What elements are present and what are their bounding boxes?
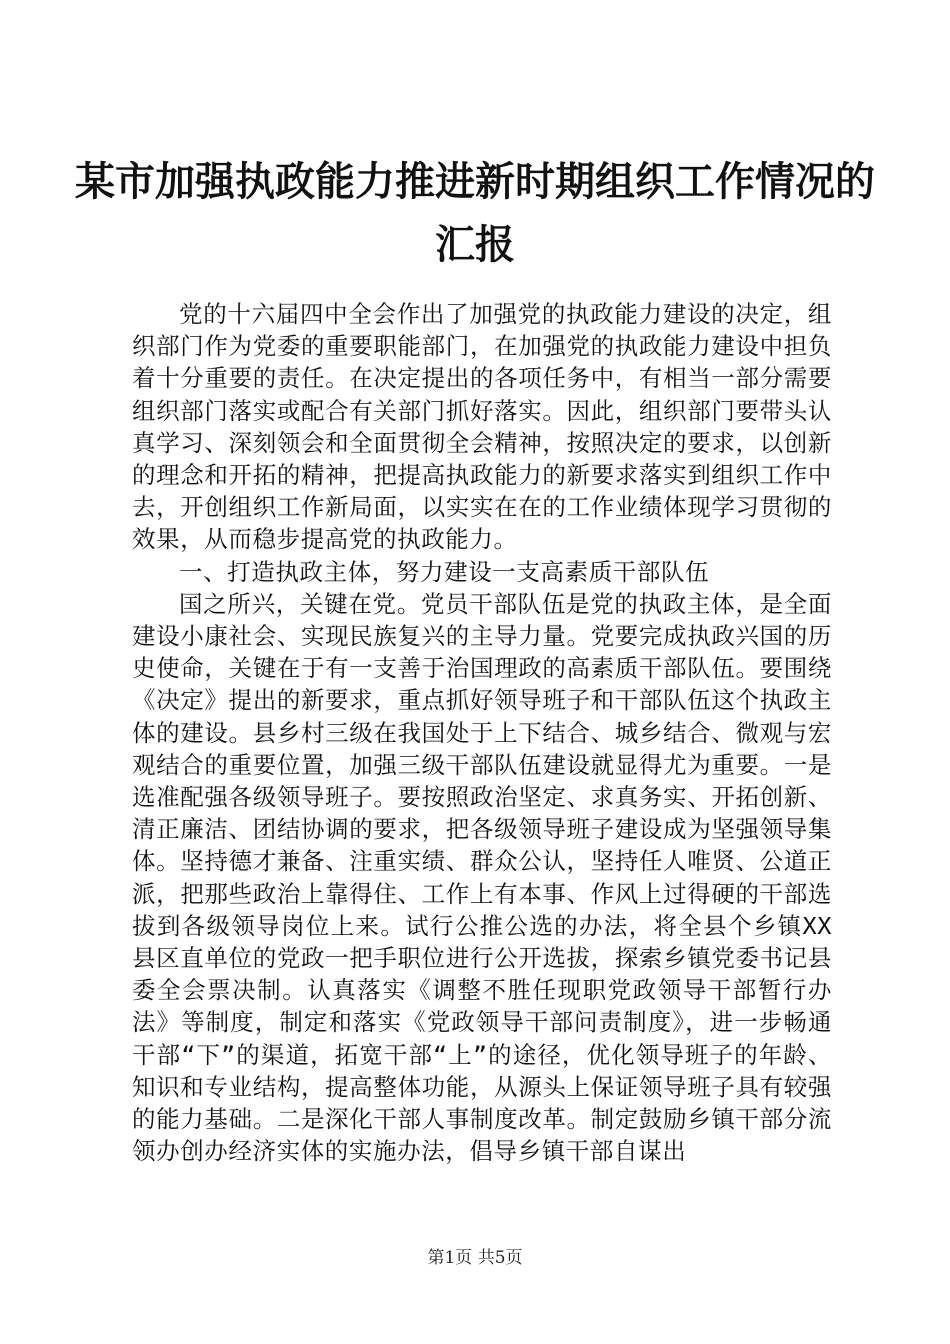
paragraph-intro: 党的十六届四中全会作出了加强党的执政能力建设的决定，组织部门作为党委的重要职能部门，在加强党的执政能力建设中担负着十分重要的责任。在决定提出的各项任务中，有相当一部分需要组织部门落实或配合有关部门抓好落实。因此，组织部门要带头认真学习、深刻领会和全面贯彻全会精神，按照决定的要求，以创新的理念和开拓的精神，把提高执政能力的新要求落实到组织工作中去，开创组织工作新局面，以实实在在的工作业绩体现学习贯彻的效果，从而稳步提高党的执政能力。 (132, 300, 832, 554)
page-number: 第1页 共5页 (427, 1248, 523, 1268)
document-title-line-2: 汇报 (435, 221, 515, 268)
document-title-line-1: 某市加强执政能力推进新时期组织工作情况的 (75, 158, 875, 205)
paragraph-section-1: 国之所兴，关键在党。党员干部队伍是党的执政主体，是全面建设小康社会、实现民族复兴的主导力量。党要完成执政兴国的历史使命，关键在于有一支善于治国理政的高素质干部队伍。要围绕《决定》提出的新要求，重点抓好领导班子和干部队伍这个执政主体的建设。县乡村三级在我国处于上下结合、城乡结合、微观与宏观结合的重要位置，加强三级干部队伍建设就显得尤为重要。一是选准配强各级领导班子。要按照政治坚定、求真务实、开拓创新、清正廉洁、团结协调的要求，把各级领导班子建设成为坚强领导集体。坚持德才兼备、注重实绩、群众公认，坚持任人唯贤、公道正派，把那些政治上靠得住、工作上有本事、作风上过得硬的干部选拔到各级领导岗位上来。试行公推公选的办法，将全县个乡镇XX县区直单位的党政一把手职位进行公开选拔，探索乡镇党委书记县委全会票决制。认真落实《调整不胜任现职党政领导干部暂行办法》等制度，制定和落实《党政领导干部问责制度》，进一步畅通干部“下”的渠道，拓宽干部“上”的途径，优化领导班子的年龄、知识和专业结构，提高整体功能，从源头上保证领导班子具有较强的能力基础。二是深化干部人事制度改革。制定鼓励乡镇干部分流领办创办经济实体的实施办法，倡导乡镇干部自谋出 (132, 589, 832, 1166)
section-heading-1: 一、打造执政主体，努力建设一支高素质干部队伍 (179, 557, 710, 586)
document-body (132, 298, 832, 1167)
